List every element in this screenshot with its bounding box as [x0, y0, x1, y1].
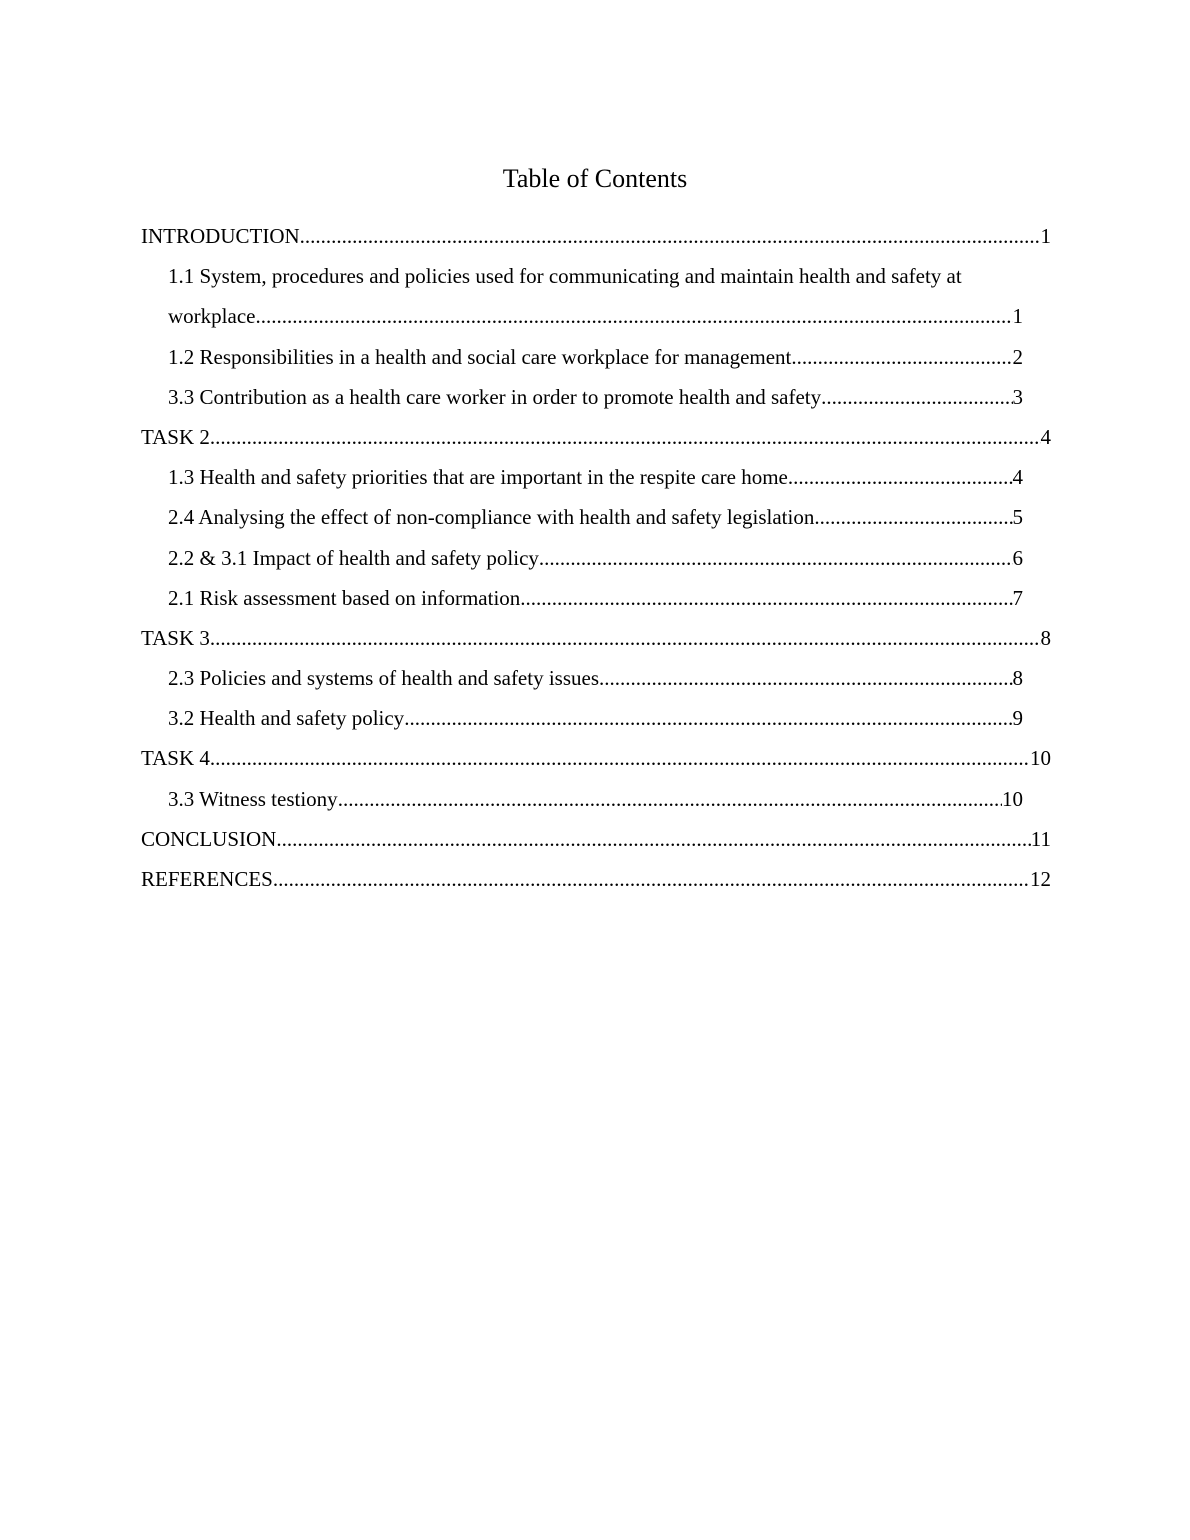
toc-entry-1-1-first-line[interactable]: 1.1 System, procedures and policies used for communicating and maintain health and safety at	[168, 264, 962, 289]
toc-dot-leader	[210, 738, 1030, 778]
toc-page-number: 11	[1030, 826, 1051, 851]
toc-entry-label: CONCLUSION	[141, 826, 277, 851]
toc-dot-leader	[599, 658, 1012, 698]
toc-dot-leader	[791, 337, 1012, 377]
toc-entry-2-4[interactable]	[168, 497, 1023, 537]
toc-entry-label: 1.3 Health and safety priorities that are important in the respite care home	[168, 465, 788, 490]
toc-page-number: 6	[1012, 545, 1023, 570]
toc-entry-label: 2.4 Analysing the effect of non-compliance with health and safety legislation	[168, 505, 815, 530]
toc-entry-label: TASK 4	[141, 746, 210, 771]
toc-entry-label: workplace	[168, 304, 256, 329]
toc-entry-1-1[interactable]	[168, 296, 1023, 336]
toc-entry-label: 2.3 Policies and systems of health and safety issues	[168, 666, 600, 691]
toc-dot-leader	[539, 538, 1013, 578]
toc-page-number: 3	[1012, 384, 1023, 409]
toc-entry-3-2[interactable]	[168, 698, 1023, 738]
toc-entry-label: TASK 3	[141, 625, 210, 650]
toc-page-number: 2	[1012, 344, 1023, 369]
toc-entry-3-3-contribution[interactable]	[168, 377, 1023, 417]
toc-entry-conclusion[interactable]	[141, 819, 1051, 859]
toc-page-number: 12	[1030, 867, 1051, 891]
toc-entry-label: 2.2 & 3.1 Impact of health and safety policy	[168, 545, 539, 570]
toc-dot-leader	[338, 779, 1002, 819]
toc-dot-leader	[821, 377, 1012, 417]
toc-page-number: 1	[1012, 304, 1023, 329]
toc-entry-label: 3.3 Contribution as a health care worker in order to promote health and safety	[168, 384, 822, 409]
toc-list	[141, 216, 1051, 899]
toc-entry-label: 1.2 Responsibilities in a health and social care workplace for management	[168, 344, 792, 369]
toc-entry-1-3[interactable]	[168, 457, 1023, 497]
toc-dot-leader	[210, 618, 1041, 658]
toc-dot-leader	[210, 417, 1041, 457]
toc-dot-leader	[276, 819, 1030, 859]
toc-dot-leader	[300, 216, 1041, 256]
toc-page-number: 8	[1040, 625, 1051, 650]
toc-page-number: 10	[1002, 786, 1023, 811]
toc-entry-2-3[interactable]	[168, 658, 1023, 698]
toc-page-number: 10	[1030, 746, 1051, 771]
toc-entry-introduction[interactable]	[141, 216, 1051, 256]
toc-dot-leader	[273, 859, 1030, 899]
toc-entry-task-2[interactable]	[141, 417, 1051, 457]
toc-entry-1-2[interactable]	[168, 337, 1023, 377]
toc-entry-2-1[interactable]	[168, 578, 1023, 618]
toc-page-number: 9	[1012, 706, 1023, 731]
toc-dot-leader	[788, 457, 1013, 497]
toc-entry-references[interactable]	[141, 859, 1051, 899]
toc-entry-label: INTRODUCTION	[141, 224, 300, 248]
toc-page-number: 7	[1012, 585, 1023, 610]
toc-dot-leader	[255, 296, 1012, 336]
toc-entry-label: REFERENCES	[141, 867, 273, 891]
toc-page-number: 1	[1040, 224, 1051, 248]
toc-entry-label: TASK 2	[141, 424, 210, 449]
toc-entry-2-2-3-1[interactable]	[168, 538, 1023, 578]
toc-entry-label: 3.3 Witness testiony	[168, 786, 338, 811]
toc-dot-leader	[520, 578, 1012, 618]
toc-entry-task-4[interactable]	[141, 738, 1051, 778]
toc-entry-label: 2.1 Risk assessment based on information	[168, 585, 521, 610]
toc-entry-task-3[interactable]	[141, 618, 1051, 658]
toc-dot-leader	[814, 497, 1012, 537]
toc-entry-3-3-witness[interactable]	[168, 779, 1023, 819]
toc-title: Table of Contents	[502, 164, 688, 193]
toc-page-number: 4	[1012, 465, 1023, 490]
toc-page-number: 4	[1040, 424, 1051, 449]
toc-page-number: 5	[1012, 505, 1023, 530]
toc-dot-leader	[404, 698, 1012, 738]
toc-entry-label: 3.2 Health and safety policy	[168, 706, 405, 731]
toc-page-number: 8	[1012, 666, 1023, 691]
